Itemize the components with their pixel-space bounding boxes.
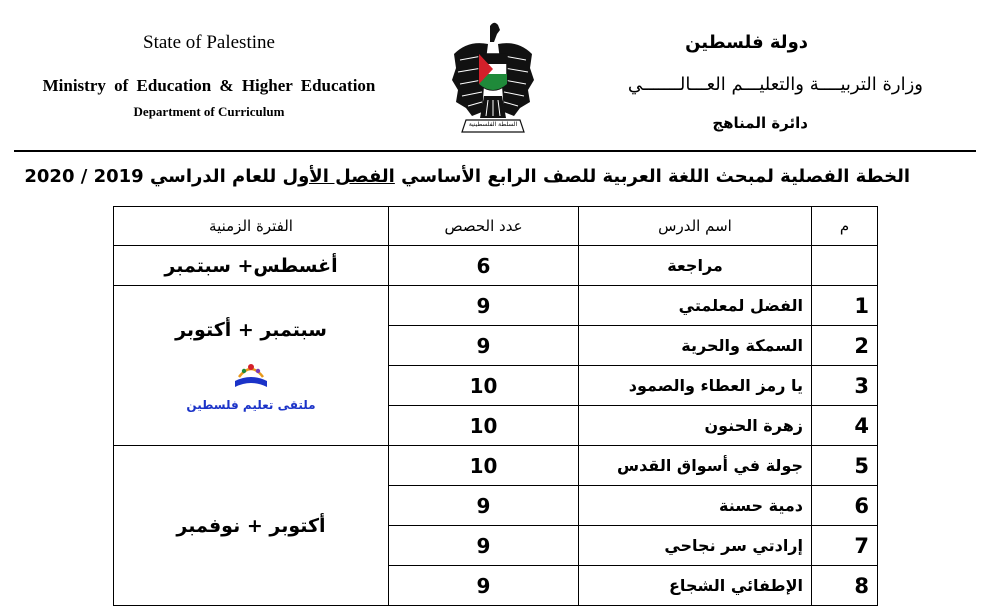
row-lesson: الإطفائي الشجاع [579,566,812,606]
plan-title [24,166,910,187]
lesson-plan-table [113,206,878,606]
plan-title-part1: الخطة الفصلية لمبحث اللغة العربية للصف الرابع الأساسي [394,166,910,187]
row-lesson: دمية حسنة [579,486,812,526]
review-lesson: مراجعة [579,246,812,286]
english-department-name: Department of Curriculum [133,104,285,119]
row-lesson: السمكة والحرية [579,326,812,366]
row-sessions: 9 [389,566,579,606]
row-sessions: 9 [389,326,579,366]
review-num [812,246,878,286]
table-row [114,446,878,486]
row-lesson: إرادتي سر نجاحي [579,526,812,566]
row-lesson: الفضل لمعلمتي [579,286,812,326]
table-header-row [114,207,878,246]
row-num: 8 [812,566,878,606]
header-lesson: اسم الدرس [579,207,812,246]
header-divider [14,150,976,152]
english-state-name: State of Palestine [143,32,275,53]
header-period: الفترة الزمنية [114,207,389,246]
period-group-1 [114,286,389,446]
table-row [114,286,878,326]
arabic-ministry-name: وزارة التربيــــة والتعليـــم العـــالـــــــي [627,74,923,95]
period-group-2: أكتوبر + نوفمبر [114,446,389,606]
row-num: 3 [812,366,878,406]
row-num: 4 [812,406,878,446]
arabic-department-name: دائرة المناهج [712,114,808,132]
row-lesson: يا رمز العطاء والصمود [579,366,812,406]
table-row-review [114,246,878,286]
row-num: 1 [812,286,878,326]
period-group-1-text: سبتمبر + أكتوبر [175,319,327,341]
review-sessions: 6 [389,246,579,286]
plan-title-part2: للعام الدراسي 2019 / 2020 [24,166,283,187]
row-sessions: 10 [389,446,579,486]
arabic-state-name: دولة فلسطين [685,32,808,53]
row-sessions: 10 [389,406,579,446]
header-num: م [812,207,878,246]
emblem-caption: السلطة الفلسطينية [468,121,518,128]
forum-logo [181,355,321,412]
row-sessions: 9 [389,286,579,326]
row-lesson: جولة في أسواق القدس [579,446,812,486]
row-sessions: 9 [389,526,579,566]
row-sessions: 10 [389,366,579,406]
row-num: 2 [812,326,878,366]
row-lesson: زهرة الحنون [579,406,812,446]
plan-title-semester: الفصل الأول [282,166,395,187]
forum-logo-icon [231,355,271,391]
review-period: أغسطس+ سبتمبر [114,246,389,286]
english-ministry-name: Ministry of Education & Higher Education [42,76,376,95]
forum-logo-caption: ملتقى تعليم فلسطين [186,398,316,412]
header-sessions: عدد الحصص [389,207,579,246]
row-sessions: 9 [389,486,579,526]
row-num: 7 [812,526,878,566]
row-num: 6 [812,486,878,526]
row-num: 5 [812,446,878,486]
